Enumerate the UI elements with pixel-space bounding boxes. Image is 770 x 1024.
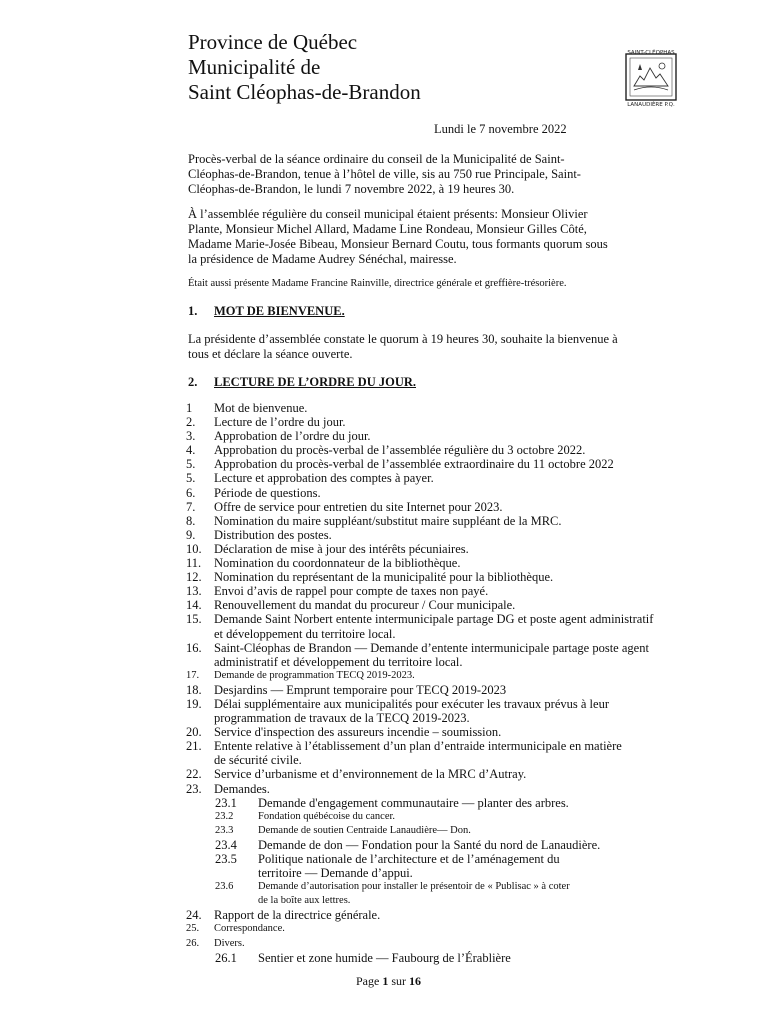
item-text-continuation: administratif et développement du territoire local. <box>214 654 463 669</box>
svg-text:LANAUDIÈRE P.Q.: LANAUDIÈRE P.Q. <box>627 102 675 108</box>
item-text-continuation: et développement du territoire local. <box>214 626 396 641</box>
text-line: Madame Marie-Josée Bibeau, Monsieur Bernard Coutu, tous formants quorum sous <box>188 237 608 251</box>
item-text: Entente relative à l’établissement d’un plan d’entraide intermunicipale en matière <box>214 739 622 754</box>
agenda-list <box>172 401 732 965</box>
item-number <box>172 457 214 471</box>
item-number-text: 4. <box>186 443 196 458</box>
intro-paragraph-1 <box>188 152 698 197</box>
text-line: tous et déclare la séance ouverte. <box>188 347 353 361</box>
item-text: Distribution des postes. <box>214 527 332 542</box>
item-number-text: 12. <box>186 570 202 585</box>
sub-item-number: 23.6 <box>215 881 234 893</box>
list-item <box>172 767 732 781</box>
item-number <box>172 697 214 711</box>
title-line-2: Municipalité de <box>188 55 321 79</box>
list-item <box>172 683 732 697</box>
item-number <box>172 528 214 542</box>
section-number: 1. <box>188 304 198 318</box>
footer-prefix: Page <box>356 974 380 988</box>
item-text: Offre de service pour entretien du site Internet pour 2023. <box>214 499 503 514</box>
section-2-heading <box>188 375 416 390</box>
item-number <box>172 514 214 528</box>
section-title: LECTURE DE L’ORDRE DU JOUR. <box>214 375 416 389</box>
section-1-heading <box>188 304 345 319</box>
item-text: Mot de bienvenue. <box>214 401 308 415</box>
item-number-text: 5. <box>186 457 196 472</box>
list-item <box>172 641 732 655</box>
list-item <box>172 739 732 753</box>
list-item <box>172 528 732 542</box>
list-item <box>172 937 732 951</box>
item-number <box>172 542 214 556</box>
item-text: Approbation du procès-verbal de l’assemblée extraordinaire du 11 octobre 2022 <box>214 457 614 472</box>
text-line: la présidence de Madame Audrey Sénéchal, mairesse. <box>188 252 457 266</box>
list-item <box>172 697 732 711</box>
sub-item-text: Sentier et zone humide — Faubourg de l’Érablière <box>258 950 511 965</box>
item-number <box>172 739 214 753</box>
sub-item-text: Demande d’autorisation pour installer le présentoir de « Publisac » à coter <box>258 881 570 893</box>
list-item <box>172 782 732 796</box>
sub-item-text-continuation: territoire — Demande d’appui. <box>258 866 413 881</box>
item-text: Nomination du coordonnateur de la bibliothèque. <box>214 556 461 571</box>
sub-list-item <box>172 796 732 810</box>
item-number-text: 3. <box>186 429 196 444</box>
list-item <box>172 669 732 683</box>
item-number <box>172 429 214 443</box>
list-item <box>172 429 732 443</box>
item-number-text: 15. <box>186 612 202 627</box>
list-item <box>172 556 732 570</box>
sub-item-text: Fondation québécoise du cancer. <box>258 810 396 822</box>
text-line: Plante, Monsieur Michel Allard, Madame Line Rondeau, Monsieur Gilles Côté, <box>188 222 587 236</box>
item-text: Rapport de la directrice générale. <box>214 908 381 923</box>
item-number-text: 5. <box>186 471 196 486</box>
item-text: Renouvellement du mandat du procureur / Cour municipale. <box>214 598 516 613</box>
sub-item-text: Demande de don — Fondation pour la Santé du nord de Lanaudière. <box>258 837 601 852</box>
list-item <box>172 514 732 528</box>
list-item <box>172 415 732 429</box>
list-item <box>172 725 732 739</box>
item-text: Demandes. <box>214 781 270 796</box>
item-text: Correspondance. <box>214 923 285 935</box>
municipal-seal-icon <box>620 46 682 108</box>
item-number <box>172 570 214 584</box>
item-number <box>172 598 214 612</box>
item-number <box>172 767 214 781</box>
item-number-text: 16. <box>186 640 202 655</box>
sub-item-number: 23.5 <box>215 852 237 866</box>
sub-item-text-continuation: de la boîte aux lettres. <box>258 895 351 907</box>
item-number <box>172 415 214 429</box>
item-number-text: 8. <box>186 513 196 528</box>
item-text: Déclaration de mise à jour des intérêts pécuniaires. <box>214 541 469 556</box>
item-number <box>172 908 214 922</box>
list-item <box>172 542 732 556</box>
meeting-date: Lundi le 7 novembre 2022 <box>434 122 567 136</box>
list-item <box>172 908 732 922</box>
item-text: Envoi d’avis de rappel pour compte de taxes non payé. <box>214 584 489 599</box>
item-text: Période de questions. <box>214 485 321 500</box>
section-1-body <box>188 332 698 362</box>
item-text: Saint-Cléophas de Brandon — Demande d’entente intermunicipale partage poste agent <box>214 640 649 655</box>
item-number-text: 11. <box>186 556 202 571</box>
list-item <box>172 471 732 485</box>
title-line-3: Saint Cléophas-de-Brandon <box>188 80 421 104</box>
item-number-text: 22. <box>186 767 202 782</box>
sub-item-text: Demande d'engagement communautaire — planter des arbres. <box>258 795 569 810</box>
list-item <box>172 570 732 584</box>
footer-middle: sur <box>391 974 406 988</box>
item-number-text: 21. <box>186 739 202 754</box>
item-number-text: 24. <box>186 908 202 923</box>
section-title: MOT DE BIENVENUE. <box>214 304 345 318</box>
item-number <box>172 641 214 655</box>
item-text: Nomination du maire suppléant/substitut maire suppléant de la MRC. <box>214 513 562 528</box>
document-title <box>188 30 421 105</box>
item-number-text: 25. <box>186 923 200 935</box>
item-text: Nomination du représentant de la municipalité pour la bibliothèque. <box>214 570 554 585</box>
item-number-text: 23. <box>186 781 202 796</box>
list-item <box>172 457 732 471</box>
item-number-text: 1 <box>186 401 193 415</box>
sub-item-text: Demande de soutien Centraide Lanaudière— Don. <box>258 824 471 836</box>
item-number <box>172 782 214 796</box>
svg-text:SAINT-CLÉOPHAS: SAINT-CLÉOPHAS <box>627 50 675 56</box>
sub-item-number: 23.4 <box>215 837 237 852</box>
item-number-text: 10. <box>186 541 202 556</box>
item-text: Service d'inspection des assureurs incendie – soumission. <box>214 725 502 740</box>
item-text: Desjardins — Emprunt temporaire pour TECQ 2019-2023 <box>214 682 507 697</box>
item-number <box>172 922 214 936</box>
item-text: Délai supplémentaire aux municipalités pour exécuter les travaux prévus à leur <box>214 696 609 711</box>
section-number: 2. <box>188 375 198 389</box>
title-line-1: Province de Québec <box>188 30 358 54</box>
item-number <box>172 443 214 457</box>
item-number <box>172 725 214 739</box>
item-number <box>172 486 214 500</box>
item-number-text: 6. <box>186 485 196 500</box>
sub-item-text: Politique nationale de l’architecture et de l’aménagement du <box>258 852 560 866</box>
item-number <box>172 683 214 697</box>
item-text: Lecture et approbation des comptes à payer. <box>214 471 434 486</box>
item-number-text: 2. <box>186 415 196 430</box>
sub-list-item <box>172 852 732 866</box>
list-item <box>172 922 732 936</box>
item-number <box>172 556 214 570</box>
item-number <box>172 937 214 951</box>
list-item <box>172 443 732 457</box>
footer-total-pages: 16 <box>409 974 421 988</box>
list-item <box>172 584 732 598</box>
item-number <box>172 669 214 683</box>
text-line: Procès-verbal de la séance ordinaire du conseil de la Municipalité de Saint- <box>188 152 565 166</box>
sub-item-number: 23.3 <box>215 824 234 836</box>
sub-item-number: 23.2 <box>215 810 234 822</box>
item-number <box>172 500 214 514</box>
sub-item-number: 23.1 <box>215 795 237 810</box>
list-item <box>172 486 732 500</box>
item-text: Demande Saint Norbert entente intermunicipale partage DG et poste agent administratif <box>214 612 654 627</box>
item-number <box>172 612 214 626</box>
sub-list-item <box>172 810 732 824</box>
list-item <box>172 500 732 514</box>
item-number-text: 9. <box>186 527 196 542</box>
intro-paragraph-3: Était aussi présente Madame Francine Rainville, directrice générale et greffière-trésorière. <box>188 278 567 289</box>
list-item <box>172 401 732 415</box>
item-number-text: 17. <box>186 669 200 681</box>
sub-list-item <box>172 880 732 894</box>
item-text: Demande de programmation TECQ 2019-2023. <box>214 669 415 681</box>
item-text: Approbation de l’ordre du jour. <box>214 429 371 444</box>
item-text: Divers. <box>214 937 245 949</box>
text-line: Cléophas-de-Brandon, le lundi 7 novembre 2022, à 19 heures 30. <box>188 182 515 196</box>
item-text-continuation: de sécurité civile. <box>214 753 302 768</box>
item-text: Service d’urbanisme et d’environnement de la MRC d’Autray. <box>214 767 527 782</box>
item-number <box>172 401 214 415</box>
sub-list-item <box>172 824 732 838</box>
intro-paragraph-2 <box>188 207 698 267</box>
item-number-text: 19. <box>186 696 202 711</box>
sub-list-item <box>172 951 732 965</box>
item-number-text: 26. <box>186 937 200 949</box>
item-number-text: 14. <box>186 598 202 613</box>
item-number-text: 20. <box>186 725 202 740</box>
list-item <box>172 612 732 626</box>
item-number <box>172 471 214 485</box>
item-text: Lecture de l’ordre du jour. <box>214 415 346 430</box>
sub-list-item <box>172 838 732 852</box>
item-number <box>172 584 214 598</box>
item-number-text: 7. <box>186 499 196 514</box>
item-text: Approbation du procès-verbal de l’assemblée régulière du 3 octobre 2022. <box>214 443 586 458</box>
list-item <box>172 598 732 612</box>
page-footer <box>356 974 421 989</box>
item-number-text: 18. <box>186 682 202 697</box>
text-line: Cléophas-de-Brandon, tenue à l’hôtel de ville, sis au 750 rue Principale, Saint- <box>188 167 581 181</box>
text-line: À l’assemblée régulière du conseil municipal étaient présents: Monsieur Olivier <box>188 207 588 221</box>
text-line: La présidente d’assemblée constate le quorum à 19 heures 30, souhaite la bienvenue à <box>188 332 618 346</box>
item-text-continuation: programmation de travaux de la TECQ 2019-2023. <box>214 711 470 726</box>
footer-current-page: 1 <box>382 974 389 988</box>
item-number-text: 13. <box>186 584 202 599</box>
sub-item-number: 26.1 <box>215 950 237 965</box>
